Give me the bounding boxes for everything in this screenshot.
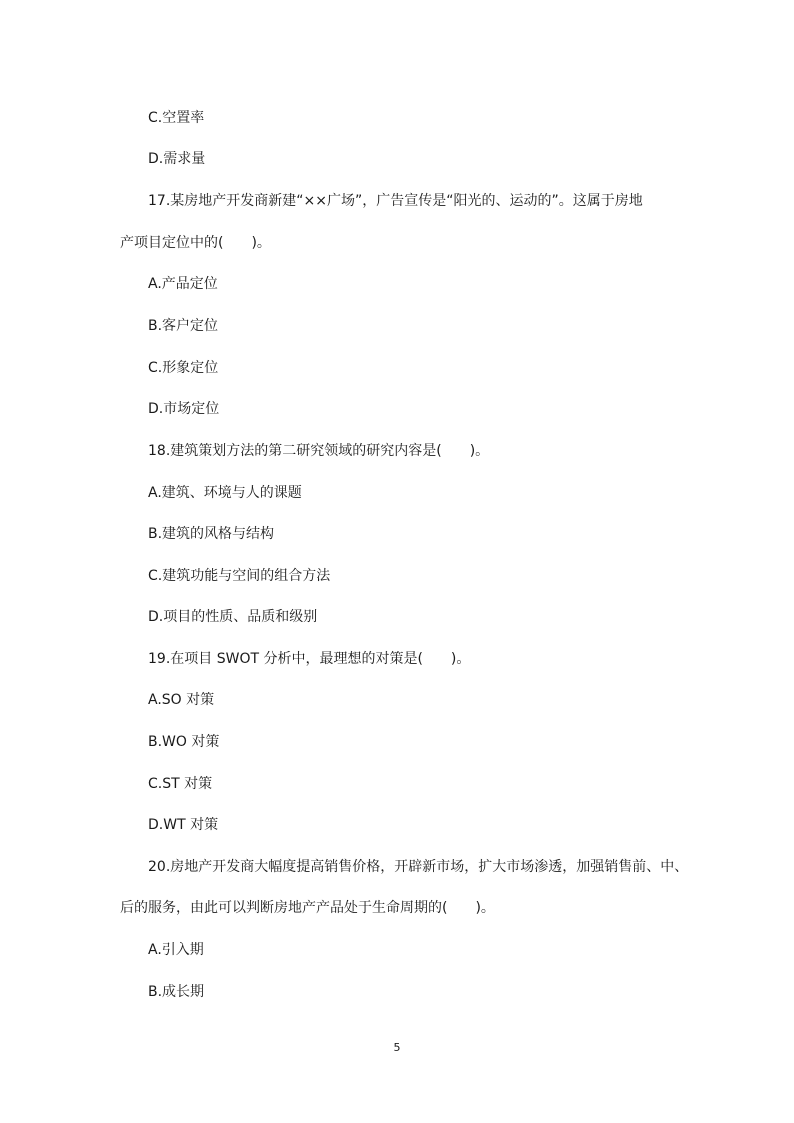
- option-16d: D.需求量: [148, 151, 206, 167]
- option-19d: D.WT 对策: [148, 817, 219, 833]
- option-17a: A.产品定位: [148, 276, 218, 292]
- option-18d: D.项目的性质、品质和级别: [148, 609, 318, 625]
- option-18c: C.建筑功能与空间的组合方法: [148, 568, 331, 584]
- option-18a: A.建筑、环境与人的课题: [148, 485, 302, 501]
- option-16c: C.空置率: [148, 110, 205, 126]
- question-20-line-1: 20.房地产开发商大幅度提高销售价格，开辟新市场，扩大市场渗透，加强销售前、中、: [148, 859, 689, 875]
- question-18: 18.建筑策划方法的第二研究领域的研究内容是( )。: [148, 443, 490, 459]
- option-17c: C.形象定位: [148, 360, 219, 376]
- option-19b: B.WO 对策: [148, 734, 220, 750]
- option-18b: B.建筑的风格与结构: [148, 526, 275, 542]
- option-19c: C.ST 对策: [148, 776, 213, 792]
- option-17d: D.市场定位: [148, 401, 220, 417]
- question-19: 19.在项目 SWOT 分析中，最理想的对策是( )。: [148, 651, 471, 667]
- question-17-line-1: 17.某房地产开发商新建“××广场”，广告宣传是“阳光的、运动的”。这属于房地: [148, 193, 643, 209]
- question-17-line-2: 产项目定位中的( )。: [120, 235, 271, 251]
- option-17b: B.客户定位: [148, 318, 219, 334]
- page-number: 5: [393, 1041, 401, 1054]
- option-19a: A.SO 对策: [148, 692, 215, 708]
- option-20b: B.成长期: [148, 984, 205, 1000]
- option-20a: A.引入期: [148, 942, 204, 958]
- question-20-line-2: 后的服务，由此可以判断房地产产品处于生命周期的( )。: [120, 900, 495, 916]
